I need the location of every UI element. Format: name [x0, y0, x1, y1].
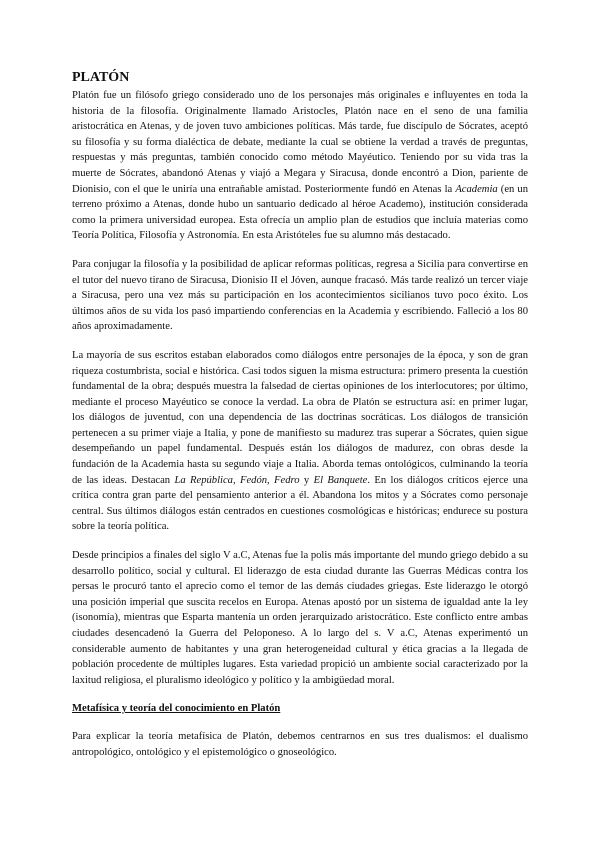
paragraph-text: y: [299, 474, 314, 486]
document-page: [72, 70, 528, 774]
banquete-emphasis: El Banquete: [313, 474, 368, 486]
section-heading: Metafísica y teoría del conocimiento en Platón: [72, 703, 281, 715]
paragraph-text: . En los diálogos críticos ejerce una crítica contra gran parte del pensamiento anterior a él. Abandona los mitos y a Sócrates como personaje central. Sus últimos diálogos están centrados en cuestiones cosmológicas e históricas; endurece su postura sobre la teoría política.: [72, 474, 529, 533]
paragraph-text: Platón fue un filósofo griego considerado uno de los personajes más originales e influyentes en toda la historia de la filosofía. Originalmente llamado Aristocles, Platón nace en el seno de una familia aristocrática en Atenas, y de joven tuvo ambiciones políticas. Más tarde, fue discípulo de Sócrates, aceptó su filosofía y su forma dialéctica de debate, mediante la cual se obtiene la verdad a través de preguntas, respuestas y más preguntas, también conocido como método Mayéutico. Teniendo por su vida tras la muerte de Sócrates, abandonó Atenas y viajó a Megara y Siracusa, donde encontró a Dion, pariente de Dionisio, con el que le uniría una entrañable amistad. Posteriormente fundó en Atenas la: [72, 90, 528, 195]
document-title: PLATÓN: [72, 70, 130, 85]
paragraph-metaphysics: Para explicar la teoría metafísica de Platón, debemos centrarnos en sus tres dualismos: el dualismo antropológico, ontológico y el epistemológico o gnoseológico.: [72, 731, 528, 758]
paragraph-dialogues: [72, 348, 528, 535]
paragraph-text: (en un terreno próximo a Atenas, donde hubo un santuario dedicado al héroe Academo), institución considerada como la primera universidad europea. Esta ofrecía un amplio plan de estudios que incluía materias como Teoría Política, Filosofía y Astronomía. En esta Aristóteles fue su alumno más destacado.: [72, 183, 529, 242]
academia-emphasis: Academia: [455, 183, 498, 195]
works-emphasis: La República, Fedón, Fedro: [174, 474, 300, 486]
paragraph-athens: Desde principios a finales del siglo V a.C, Atenas fue la polis más importante del mundo griego debido a su desarrollo político, social y cultural. El liderazgo de esta ciudad durante las Guerras Médicas contra los persas le procuró tanto el aprecio como el temor de las demás ciudades griegas. Este liderazgo le otorgó una posición imperial que suscita recelos en Europa. Atenas apostó por un sistema de igualdad ante la ley (isonomía), mientras que Esparta mantenía un orden jerarquizado aristocrático. Este conflicto entre ambas ciudades desencadenó la Guerra del Peloponeso. A lo largo del s. V a.C, Atenas experimentó un considerable aumento de habitantes y una gran heterogeneidad cultural y ética gracias a la llegada de población procedente de múltiples lugares. Esta variedad propició un ambiente social caracterizado por la laxitud religiosa, el pluralismo ideológico y político y la ambigüedad moral.: [72, 550, 528, 686]
paragraph-text: La mayoría de sus escritos estaban elaborados como diálogos entre personajes de la época, y son de gran riqueza costumbrista, social e histórica. Casi todos siguen la misma estructura: primero presenta la cuestión fundamental de la obra; después muestra la falsedad de ciertas opiniones de los interlocutores; por último, mediante el proceso Mayéutico se conoce la verdad. La obra de Platón se estructura así: en primer lugar, los diálogos de juventud, con una dependencia de las doctrinas socráticas. Los diálogos de transición pertenecen a su primer viaje a Italia, y pone de manifiesto su madurez tras superar a Sócrates, quien sigue desempeñando un papel fundamental. Después están los diálogos de madurez, con obras desde la fundación de la Academia hasta su segundo viaje a Italia. Aborda temas ontológicos, culminando la teoría de las ideas. Destacan: [72, 349, 528, 486]
paragraph-sicily: Para conjugar la filosofía y la posibilidad de aplicar reformas políticas, regresa a Sicilia para convertirse en el tutor del nuevo tirano de Siracusa, Dionisio II el Jóven, aunque fracasó. Más tarde realizó un tercer viaje a Siracusa, pero una vez más su participación en los acontecimientos sicilianos tuvo poco éxito. Los últimos años de su vida los pasó impartiendo conferencias en la Academia y escribiendo. Falleció a los 80 años aproximadamente.: [72, 258, 528, 333]
paragraph-biography: [72, 88, 528, 244]
